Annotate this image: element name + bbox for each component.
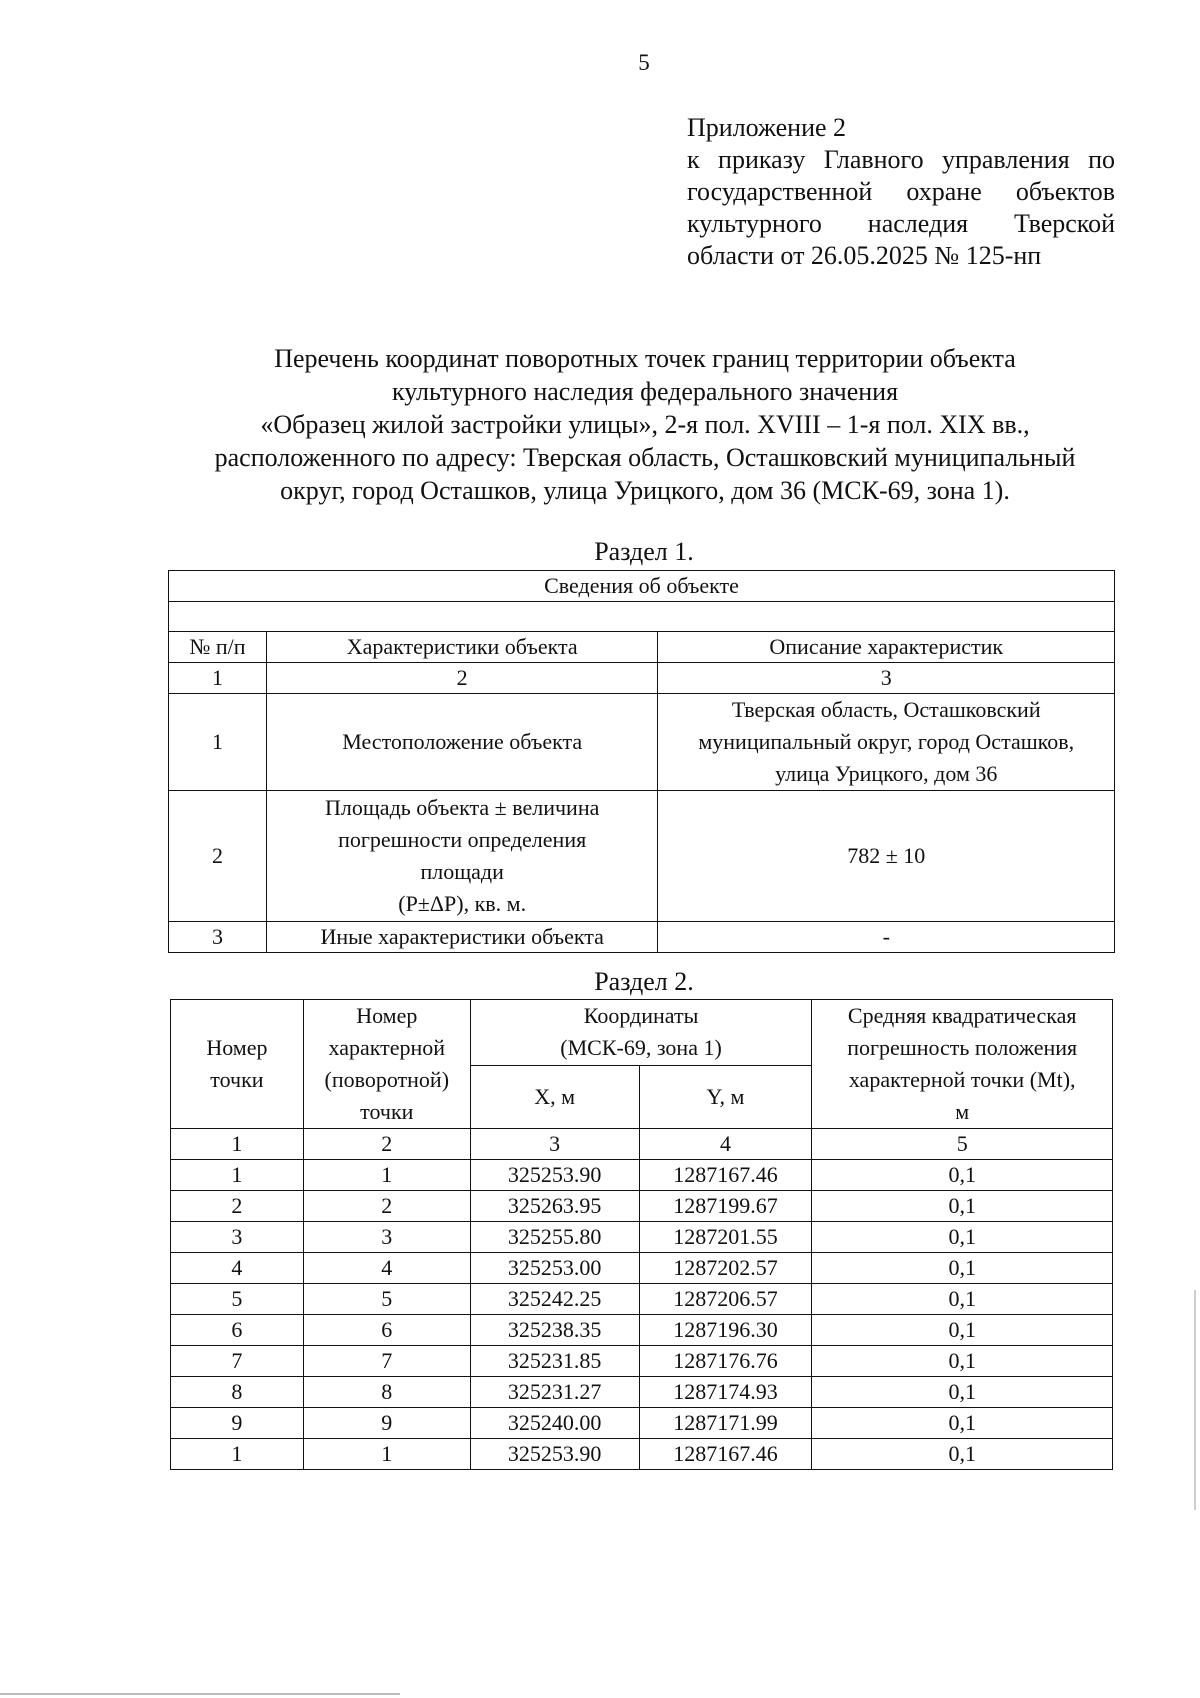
cell-error: 0,1 xyxy=(812,1377,1113,1408)
appendix-line: государственной охране объектов xyxy=(687,177,1115,206)
cell-error: 0,1 xyxy=(812,1346,1113,1377)
header-coordinates xyxy=(470,1000,812,1066)
header-error xyxy=(812,1000,1113,1129)
title-line: «Образец жилой застройки улицы», 2-я пол. XVIII – 1-я пол. XIX вв., xyxy=(260,410,1030,439)
cell-line: Площадь объекта ± величина xyxy=(325,795,600,820)
column-number: 3 xyxy=(658,663,1115,694)
header-line: (поворотной) xyxy=(324,1067,450,1092)
cell-x: 325253.90 xyxy=(470,1160,639,1191)
cell-point-number: 1 xyxy=(171,1160,304,1191)
cell-point-number: 3 xyxy=(171,1222,304,1253)
header-line: точки xyxy=(210,1067,264,1092)
cell-point-number: 7 xyxy=(171,1346,304,1377)
header-line: (МСК-69, зона 1) xyxy=(560,1035,722,1061)
cell-error: 0,1 xyxy=(812,1439,1113,1470)
cell-point-number: 9 xyxy=(171,1408,304,1439)
cell-line: улица Урицкого, дом 36 xyxy=(775,761,998,786)
cell-y: 1287167.46 xyxy=(639,1160,812,1191)
header-line: Номер xyxy=(356,1003,418,1028)
table-row xyxy=(171,1284,1113,1315)
description-cell xyxy=(658,922,1115,953)
characteristic-cell xyxy=(266,694,658,791)
cell-char-point: 9 xyxy=(303,1408,470,1439)
title-line: культурного наследия федерального значения xyxy=(391,377,899,406)
table-row xyxy=(171,1191,1113,1222)
section1-heading: Раздел 1. xyxy=(594,537,694,566)
column-number: 4 xyxy=(639,1129,812,1160)
table-row xyxy=(171,1222,1113,1253)
cell-x: 325242.25 xyxy=(470,1284,639,1315)
column-number: 2 xyxy=(266,663,658,694)
coordinates-table xyxy=(170,999,1113,1470)
title-line: Перечень координат поворотных точек границ территории объекта xyxy=(274,344,1016,373)
cell-y: 1287199.67 xyxy=(639,1191,812,1222)
scan-footer-line xyxy=(0,1693,400,1695)
cell-x: 325231.85 xyxy=(470,1346,639,1377)
header-line: точки xyxy=(360,1099,414,1124)
cell-char-point: 1 xyxy=(303,1439,470,1470)
table-row xyxy=(169,694,1115,791)
table-row xyxy=(171,1377,1113,1408)
header-x: X, м xyxy=(470,1065,639,1129)
cell-line: 782 ± 10 xyxy=(847,843,926,868)
cell-x: 325240.00 xyxy=(470,1408,639,1439)
appendix-line: к приказу Главного управления по xyxy=(687,145,1115,174)
cell-point-number: 4 xyxy=(171,1253,304,1284)
appendix-line: культурного наследия Тверской xyxy=(687,209,1115,238)
title-line: расположенного по адресу: Тверская область, Осташковский муниципальный xyxy=(214,443,1076,472)
row-number: 2 xyxy=(169,791,267,922)
table-row xyxy=(171,1408,1113,1439)
appendix-line: области от 26.05.2025 № 125-нп xyxy=(687,241,1042,270)
scan-edge-mark xyxy=(1194,1290,1196,1510)
header-line: Средняя квадратическая xyxy=(847,1003,1077,1028)
cell-char-point: 8 xyxy=(303,1377,470,1408)
column-number: 5 xyxy=(812,1129,1113,1160)
header-line: характерной точки (Mt), xyxy=(848,1067,1076,1092)
cell-error: 0,1 xyxy=(812,1191,1113,1222)
header-line: Номер xyxy=(206,1035,268,1060)
cell-char-point: 1 xyxy=(303,1160,470,1191)
appendix-line: Приложение 2 xyxy=(687,113,847,142)
cell-error: 0,1 xyxy=(812,1315,1113,1346)
header-y: Y, м xyxy=(639,1065,812,1129)
table-row xyxy=(169,922,1115,953)
cell-x: 325253.90 xyxy=(470,1439,639,1470)
cell-y: 1287171.99 xyxy=(639,1408,812,1439)
cell-y: 1287202.57 xyxy=(639,1253,812,1284)
cell-y: 1287167.46 xyxy=(639,1439,812,1470)
table-title: Сведения об объекте xyxy=(169,571,1115,602)
cell-char-point: 2 xyxy=(303,1191,470,1222)
table-row xyxy=(171,1253,1113,1284)
description-cell xyxy=(658,694,1115,791)
appendix-block xyxy=(687,112,1115,272)
table-row xyxy=(171,1160,1113,1191)
cell-x: 325238.35 xyxy=(470,1315,639,1346)
cell-line: площади xyxy=(420,859,504,884)
row-number: 3 xyxy=(169,922,267,953)
title-line: округ, город Осташков, улица Урицкого, дом 36 (МСК-69, зона 1). xyxy=(280,476,1010,505)
cell-line: Местоположение объекта xyxy=(342,729,583,754)
cell-error: 0,1 xyxy=(812,1253,1113,1284)
header-cell: № п/п xyxy=(169,632,267,663)
cell-y: 1287176.76 xyxy=(639,1346,812,1377)
header-cell: Характеристики объекта xyxy=(266,632,658,663)
cell-x: 325263.95 xyxy=(470,1191,639,1222)
table-row xyxy=(169,791,1115,922)
cell-line: муниципальный округ, город Осташков, xyxy=(698,729,1075,754)
cell-char-point: 4 xyxy=(303,1253,470,1284)
table-row xyxy=(171,1315,1113,1346)
cell-error: 0,1 xyxy=(812,1284,1113,1315)
cell-point-number: 8 xyxy=(171,1377,304,1408)
cell-char-point: 7 xyxy=(303,1346,470,1377)
cell-char-point: 5 xyxy=(303,1284,470,1315)
cell-x: 325255.80 xyxy=(470,1222,639,1253)
header-line: м xyxy=(955,1099,970,1124)
header-line: погрешность положения xyxy=(847,1035,1078,1060)
cell-x: 325231.27 xyxy=(470,1377,639,1408)
cell-char-point: 3 xyxy=(303,1222,470,1253)
cell-point-number: 1 xyxy=(171,1439,304,1470)
header-point-number xyxy=(171,1000,304,1129)
column-number: 1 xyxy=(169,663,267,694)
characteristic-cell xyxy=(266,791,658,922)
cell-y: 1287174.93 xyxy=(639,1377,812,1408)
page-number: 5 xyxy=(638,50,650,75)
cell-error: 0,1 xyxy=(812,1160,1113,1191)
cell-x: 325253.00 xyxy=(470,1253,639,1284)
cell-error: 0,1 xyxy=(812,1408,1113,1439)
cell-error: 0,1 xyxy=(812,1222,1113,1253)
cell-y: 1287206.57 xyxy=(639,1284,812,1315)
cell-line: Иные характеристики объекта xyxy=(320,924,604,949)
cell-line: (P±ΔP), кв. м. xyxy=(398,891,527,916)
cell-line: погрешности определения xyxy=(338,827,587,852)
cell-point-number: 5 xyxy=(171,1284,304,1315)
cell-line: Тверская область, Осташковский xyxy=(731,697,1041,722)
section2-heading: Раздел 2. xyxy=(594,967,694,996)
empty-row xyxy=(169,602,1115,632)
cell-y: 1287201.55 xyxy=(639,1222,812,1253)
header-line: характерной xyxy=(328,1035,446,1060)
characteristic-cell xyxy=(266,922,658,953)
header-line: Координаты xyxy=(583,1003,699,1029)
column-number: 1 xyxy=(171,1129,304,1160)
cell-y: 1287196.30 xyxy=(639,1315,812,1346)
cell-line: - xyxy=(882,924,890,949)
table-row xyxy=(171,1439,1113,1470)
row-number: 1 xyxy=(169,694,267,791)
object-info-table xyxy=(168,570,1115,953)
cell-point-number: 6 xyxy=(171,1315,304,1346)
header-characteristic-point xyxy=(303,1000,470,1129)
column-number: 3 xyxy=(470,1129,639,1160)
description-cell xyxy=(658,791,1115,922)
cell-char-point: 6 xyxy=(303,1315,470,1346)
header-cell: Описание характеристик xyxy=(658,632,1115,663)
column-number: 2 xyxy=(303,1129,470,1160)
cell-point-number: 2 xyxy=(171,1191,304,1222)
document-title xyxy=(150,342,1140,507)
table-row xyxy=(171,1346,1113,1377)
